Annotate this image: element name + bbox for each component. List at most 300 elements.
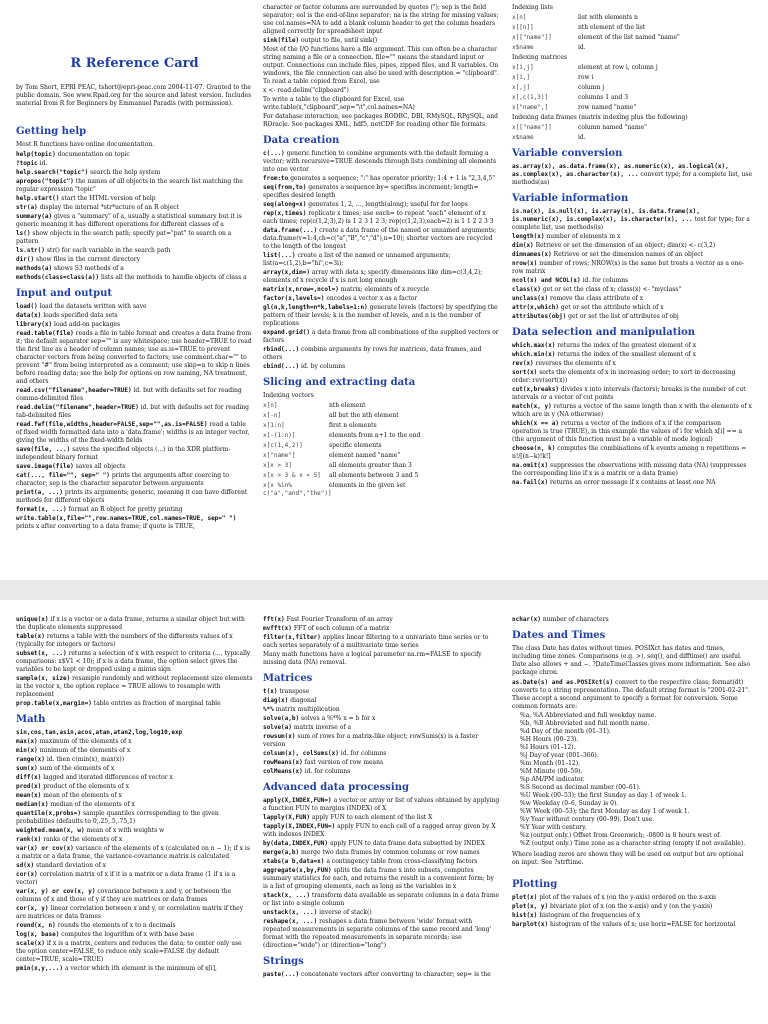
- function-description: generates 1, 2, ..., length(along); useful for for loops: [308, 201, 468, 208]
- function-entry: [512, 260, 752, 276]
- index-row: [512, 84, 752, 92]
- function-entry: [263, 113, 500, 129]
- index-row: [263, 402, 500, 410]
- function-signature: pmin(x,y,...): [16, 965, 63, 972]
- index-row: [263, 482, 500, 498]
- function-signature: which.min(x): [512, 351, 556, 358]
- index-meaning: row named "name": [578, 104, 637, 111]
- indexing-matrices-table: [512, 64, 752, 112]
- function-entry: [263, 363, 500, 371]
- function-signature: list(...): [263, 252, 296, 259]
- function-signature: nchar(x): [512, 616, 541, 623]
- function-entry: [16, 247, 253, 255]
- function-description: get or set the class of x; class(x) <- "myclass": [542, 286, 682, 293]
- function-description: number of characters: [542, 616, 609, 623]
- function-signature: print(a, ...): [16, 489, 63, 496]
- function-signature: cbind(...): [263, 363, 300, 370]
- function-signature: load(): [16, 303, 38, 310]
- function-signature: weighted.mean(x, w): [16, 827, 85, 834]
- function-description: histogram of the frequencies of x: [539, 912, 641, 919]
- function-entry: [16, 160, 253, 168]
- dates-note: Where leading zeros are shown they will be used on output but are optional on input. See ?strftime.: [512, 851, 744, 866]
- function-description: the names of all objects in the search list matching the regular expression "topic": [16, 178, 243, 193]
- index-expression: x[["name"]]: [512, 124, 552, 131]
- function-entry: [16, 862, 253, 870]
- function-signature: attr(x,which): [512, 304, 559, 311]
- indexing-vectors-table: [263, 402, 500, 498]
- index-meaning: first n elements: [329, 422, 377, 429]
- function-entry: [263, 797, 500, 813]
- function-signature: unstack(x, ...): [263, 909, 318, 916]
- function-entry: [512, 921, 752, 929]
- function-description: show objects in the search path; specify pat="pat" to search on a pattern: [16, 230, 232, 245]
- function-signature: barplot(x): [512, 921, 549, 928]
- function-signature: which(x == a): [512, 420, 559, 427]
- function-description: replicate x times; use each= to repeat "each" element of x each times; rep(c(1,2,3),2) is 1 2 3 1 2 3; rep(c(1,2,3),each=2) is 1 1 2 2 3 3: [263, 210, 494, 225]
- index-expression: x[x > 3 & x < 5]: [263, 472, 321, 479]
- function-signature: unique(x): [16, 616, 49, 623]
- page-title: R Reference Card: [70, 56, 199, 71]
- function-signature: attributes(obj): [512, 313, 567, 320]
- function-entry: [512, 286, 752, 294]
- function-entry: [512, 208, 752, 232]
- function-description: lagged and iterated differences of vector x: [43, 774, 173, 781]
- function-entry: [16, 810, 253, 826]
- function-entry: [263, 909, 500, 917]
- function-description: correlation matrix of x if it is a matrix or a data frame (1 if x is a vector): [16, 871, 236, 886]
- function-signature: format(x, ...): [16, 506, 67, 513]
- page1-column-1: [16, 56, 253, 532]
- function-description: To write a table to the clipboard for Excel, use write.table(x,"clipboard",sep="\t",col.names=NA): [263, 96, 415, 111]
- matrices-list: [263, 688, 500, 776]
- function-entry: [16, 446, 253, 462]
- function-entry: [512, 679, 752, 711]
- function-description: linear correlation between x and y, or correlation matrix if they are matrices or data frames: [16, 905, 244, 920]
- function-description: display the internal *str*ucture of an R object: [39, 204, 180, 211]
- strings-list: [263, 971, 500, 979]
- page1-column-2: [263, 4, 500, 500]
- function-signature: var(x, y) or cov(x, y): [16, 888, 96, 895]
- index-row: [263, 472, 500, 480]
- page2-column-2: [263, 616, 500, 980]
- function-entry: [512, 313, 752, 321]
- function-entry: [16, 195, 253, 203]
- indexing-dataframes-table: [512, 124, 752, 142]
- function-entry: [16, 515, 253, 531]
- function-signature: by(data,INDEX,FUN): [263, 840, 329, 847]
- function-signature: ?topic: [16, 160, 38, 167]
- index-meaning: all but the nth element: [329, 412, 399, 419]
- function-signature: rev(x): [512, 360, 534, 367]
- index-expression: x[["name"]]: [512, 34, 552, 41]
- index-meaning: element at row i, column j: [578, 64, 658, 71]
- function-signature: match(x, y): [512, 403, 552, 410]
- index-meaning: list with elements n: [578, 14, 638, 21]
- function-description: solves a %*% x = b for x: [301, 715, 376, 722]
- index-expression: x[-n]: [263, 412, 282, 419]
- function-entry: [512, 304, 752, 312]
- page2-col1-top: [16, 616, 253, 708]
- function-description: documentation on topic: [57, 151, 130, 158]
- function-description: Most of the I/O functions have a file argument. This can often be a character string naming a file or a connection. file="" means the standard input or output. Connections can include files, pipes, zipped files, and R variables. On windows, the file connection can also be used with description = "clipboard". To read a table copied from Excel, use: [263, 46, 499, 85]
- function-description: if x is a vector or a data frame, returns a similar object but with the duplicate elements suppressed: [16, 616, 245, 631]
- function-entry: [16, 774, 253, 782]
- function-description: load add-on packages: [54, 321, 121, 328]
- function-entry: [263, 858, 500, 866]
- index-row: [512, 134, 752, 142]
- function-description: inverse of stack(): [319, 909, 372, 916]
- function-description: returns a table with the numbers of the differents values of x (typically for integers or factors): [16, 633, 233, 648]
- index-row: [512, 94, 752, 102]
- format-code-row: %M Minute (00–59).: [520, 768, 583, 775]
- function-entry: [16, 321, 253, 329]
- function-signature: cut(x,breaks): [512, 386, 559, 393]
- function-description: get or set the list of attributes of obj: [568, 313, 679, 320]
- function-signature: plot(x): [512, 894, 538, 901]
- function-description: reshapes a data frame between 'wide' format with repeated measurements in separate columns of the same record and 'long' format with the repeated measurements in separate records; use (direction="wide") or (direction="long"): [263, 918, 492, 949]
- function-entry: [16, 421, 253, 445]
- function-signature: data(x): [16, 312, 42, 319]
- function-entry: [263, 715, 500, 723]
- section-heading-matrices: Matrices: [263, 673, 313, 684]
- function-description: prints x after converting to a data frame; if quote is TRUE,: [16, 523, 195, 530]
- function-signature: read.csv("filename",header=TRUE): [16, 387, 132, 394]
- index-expression: x[-(1:n)]: [263, 432, 296, 439]
- function-entry: [16, 178, 253, 194]
- function-entry: [263, 286, 500, 294]
- index-row: [512, 34, 752, 42]
- function-entry: [512, 479, 752, 487]
- function-signature: sample(x, size): [16, 675, 71, 682]
- function-entry: [263, 651, 500, 667]
- function-signature: rowMeans(x): [263, 759, 303, 766]
- function-signature: merge(a,b): [263, 849, 300, 856]
- function-entry: [16, 792, 253, 800]
- function-entry: [263, 252, 500, 268]
- index-row: [512, 104, 752, 112]
- index-expression: x[1:n]: [263, 422, 285, 429]
- function-signature: methods(class=class(a)): [16, 274, 100, 281]
- function-description: shows S3 methods of a: [54, 265, 124, 272]
- function-entry: [263, 840, 500, 848]
- function-description: id. for columns: [340, 750, 387, 757]
- function-signature: ls.str(): [16, 247, 45, 254]
- function-entry: [16, 312, 253, 320]
- format-code-row: %j Day of year (001–366).: [520, 752, 599, 759]
- function-signature: na.fail(x): [512, 479, 549, 486]
- function-entry: [263, 201, 500, 209]
- section-heading-plotting: Plotting: [512, 879, 558, 890]
- function-entry: [16, 616, 253, 632]
- function-signature: apply(X,INDEX,FUN=): [263, 797, 332, 804]
- index-expression: x[x > 3]: [263, 462, 292, 469]
- function-entry: [16, 836, 253, 844]
- function-description: gives a "summary" of a, usually a statistical summary but it is generic meaning it has different operations for different classes of a: [16, 213, 242, 228]
- function-entry: [263, 87, 500, 95]
- function-entry: [16, 765, 253, 773]
- function-signature: scale(x): [16, 940, 45, 947]
- function-signature: apropos("topic"): [16, 178, 74, 185]
- function-signature: is.na(x), is.null(x), is.array(x), is.data.frame(x), is.numeric(x), is.complex(x), is.character(x), ...: [512, 208, 700, 223]
- function-description: array with data x; specify dimensions like dim=c(3,4,2); elements of x recycle if x is not long enough: [263, 269, 483, 284]
- page2-col3-top: [512, 616, 752, 624]
- function-entry: [263, 918, 500, 950]
- function-description: id. but with defaults set for reading tab-delimited files: [16, 404, 249, 419]
- section-heading: Data selection and manipulation: [512, 327, 696, 338]
- dates-intro: The class Date has dates without times. POSIXct has dates and times, including time zones. Comparisons (e.g. >), seq(), and difftime() are useful. Date also allows + and −. ?DateTimeClasses gives more information. See also package chron.: [512, 645, 750, 676]
- section-heading: Getting help: [16, 126, 87, 137]
- function-description: id. for columns: [582, 277, 629, 284]
- index-meaning: elements in the given set: [329, 482, 406, 489]
- function-description: returns a vector of the indices of x if the comparison operation is true (TRUE), in this example the values of i for which x[i] == a (the argument of this function must be a variable of mode logical): [512, 420, 743, 443]
- function-signature: as.array(x), as.data.frame(x), as.numeric(x), as.logical(x), as.complex(x), as.character(x), ...: [512, 163, 729, 178]
- function-signature: %*%: [263, 706, 274, 713]
- function-signature: which.max(x): [512, 342, 556, 349]
- section-body: [16, 303, 253, 531]
- page2-column-3: [512, 616, 752, 930]
- page2-column-1: [16, 616, 253, 974]
- function-entry: [16, 729, 253, 737]
- function-entry: [263, 210, 500, 226]
- function-description: create a data frame of the named or unnamed arguments; data.frame(v=1:4,ch=c("a","B","c","d"),n=10); shorter vectors are recycled to the length of the longest: [263, 227, 497, 250]
- function-description: histogram of the values of x; use horiz=FALSE for horizontal: [550, 921, 736, 928]
- function-description: splits the data frame x into subsets, computes summary statistics for each, and returns the result in a convenient form; by is a list of grouping elements, each as long as the variables in x: [263, 867, 494, 890]
- function-entry: [263, 46, 500, 86]
- indexing-matrices-label: Indexing matrices: [512, 54, 567, 61]
- function-description: a data frame from all combinations of the supplied vectors or factors: [263, 329, 499, 344]
- function-description: FFT of each column of a matrix: [293, 625, 390, 632]
- function-signature: max(x): [16, 738, 38, 745]
- function-entry: [263, 150, 500, 174]
- index-meaning: elements from n+1 to the end: [329, 432, 421, 439]
- format-code-row: %a, %A Abbreviated and full weekday name.: [520, 712, 657, 719]
- function-signature: stack(x, ...): [263, 892, 310, 899]
- function-description: combine arguments by rows for matrices, data frames, and others: [263, 346, 482, 361]
- function-signature: colMeans(x): [263, 768, 303, 775]
- function-description: id. for columns: [304, 768, 351, 775]
- function-signature: diff(x): [16, 774, 42, 781]
- function-entry: [16, 965, 253, 973]
- function-entry: [263, 269, 500, 285]
- function-description: id. then c(min(x), max(x)): [46, 756, 125, 763]
- function-description: computes the logarithm of x with base base: [61, 931, 195, 938]
- function-entry: [263, 750, 500, 758]
- index-meaning: columns 1 and 3: [578, 94, 629, 101]
- function-description: fast version of row means: [304, 759, 384, 766]
- plotting-list: [512, 894, 752, 929]
- data-creation-list: [263, 150, 500, 371]
- function-description: reads a file in table format and creates a data frame from it; the default separator sep="" is any whitespace; use header=TRUE to read the first line as a header of column names; use as.is=TRUE to prevent character vectors from being converted to factors; use comment.char="" to prevent "#" from being interpreted as a comment; use skip=n to skip n lines before reading data; see the help for options on row naming, NA treatment, and others: [16, 330, 252, 385]
- function-signature: median(x): [16, 801, 49, 808]
- function-entry: [16, 940, 253, 964]
- function-signature: mvfft(x): [263, 625, 292, 632]
- function-signature: as.Date(s) and as.POSIXct(s): [512, 679, 614, 686]
- function-signature: choose(n, k): [512, 445, 556, 452]
- index-expression: x[c(1,4,2)]: [263, 442, 303, 449]
- function-description: create a list of the named or unnamed arguments; list(a=c(1,2),b="hi",c=3i);: [263, 252, 451, 267]
- function-entry: [512, 403, 752, 419]
- function-entry: [16, 151, 253, 159]
- function-signature: mean(x): [16, 792, 42, 799]
- function-signature: solve(a,b): [263, 715, 300, 722]
- function-signature: sin,cos,tan,asin,acos,atan,atan2,log,log10,exp: [16, 729, 183, 736]
- function-signature: na.omit(x): [512, 462, 549, 469]
- function-signature: length(x): [512, 233, 545, 240]
- function-signature: methods(a): [16, 265, 53, 272]
- format-code-row: %w Weekday (0–6, Sunday is 0).: [520, 800, 619, 807]
- function-signature: sink(file): [263, 37, 300, 44]
- index-meaning: all elements between 3 and 5: [329, 472, 419, 479]
- function-signature: help(topic): [16, 151, 56, 158]
- index-meaning: nth element: [329, 402, 366, 409]
- function-entry: [512, 295, 752, 303]
- function-description: Retrieve or set the dimension of an object; dim(x) <- c(3,2): [535, 242, 716, 249]
- function-entry: [512, 894, 752, 902]
- function-entry: [16, 463, 253, 471]
- function-description: saves all objects: [75, 463, 126, 470]
- function-entry: [512, 163, 752, 187]
- function-description: remove the class attribute of x: [550, 295, 644, 302]
- function-entry: [16, 650, 253, 674]
- index-meaning: column j: [578, 84, 605, 91]
- function-entry: [512, 912, 752, 920]
- function-description: apply FUN to each element of the list X: [311, 814, 433, 821]
- function-signature: paste(...): [263, 971, 300, 978]
- function-entry: [263, 697, 500, 705]
- function-description: returns the index of the greatest element of x: [557, 342, 697, 349]
- function-description: read a table of fixed width formatted data into a 'data.frame'; widths is an integer vector, giving the widths of the fixed-width fields: [16, 421, 250, 444]
- function-entry: [16, 169, 253, 177]
- function-signature: sort(x): [512, 369, 538, 376]
- function-signature: aggregate(x,by,FUN): [263, 867, 332, 874]
- function-signature: lapply(X,FUN): [263, 814, 310, 821]
- function-entry: [263, 304, 500, 328]
- function-description: covariance between x and y, or between the columns of x and those of y if they are matrices or data frames: [16, 888, 232, 903]
- function-description: minimum of the elements of x: [39, 747, 131, 754]
- function-entry: [512, 251, 752, 259]
- index-row: [263, 422, 500, 430]
- format-code-row: %y Year without century (00–99). Don't use.: [520, 816, 655, 823]
- function-signature: reshape(x, ...): [263, 918, 318, 925]
- function-description: generates a sequence; ":" has operator priority; 1:4 + 1 is "2,3,4,5": [290, 175, 496, 182]
- function-description: matrix multiplication: [275, 706, 340, 713]
- function-entry: [263, 634, 500, 650]
- function-description: saves the specified objects (...) in the XDR platform-independent binary format: [16, 446, 231, 461]
- function-signature: cat(..., file="", sep=" "): [16, 472, 110, 479]
- index-expression: x[,j]: [512, 84, 531, 91]
- function-description: convert to the respective class; format(dt) converts to a string representation. The default string format is "2001-02-21". These accept a second argument to specify a format for conversion. Some common formats are:: [512, 679, 750, 710]
- function-description: generates a sequence by= specifies increment; length= specifies desired length: [263, 184, 479, 199]
- index-expression: x[i,]: [512, 74, 531, 81]
- function-signature: unclass(x): [512, 295, 549, 302]
- page-separator: [0, 580, 768, 600]
- function-entry: [16, 827, 253, 835]
- function-description: median of the elements of x: [50, 801, 135, 808]
- function-description: plot of the values of x (on the y-axis) ordered on the x-axis: [539, 894, 717, 901]
- function-description: matrix; elements of x recycle: [340, 286, 430, 293]
- function-description: ranks of the elements of x: [43, 836, 123, 843]
- function-description: Retrieve or set the dimension names of an object: [553, 251, 704, 258]
- function-entry: [16, 871, 253, 887]
- index-expression: x[,c(1,3)]: [512, 94, 549, 101]
- page1-col3-sections: [512, 148, 752, 487]
- function-entry: [263, 867, 500, 891]
- function-description: a vector which ith element is the minimum of x[i],: [64, 965, 217, 972]
- page1-col2-top: [263, 4, 500, 129]
- function-entry: [512, 445, 752, 461]
- section-heading-strings: Strings: [263, 956, 304, 967]
- function-description: apply FUN to each cell of a ragged array given by X with indexes INDEX: [263, 823, 496, 838]
- function-signature: c(...): [263, 150, 285, 157]
- function-description: merge two data frames by common columns or row names: [301, 849, 480, 856]
- function-entry: [263, 227, 500, 251]
- function-description: lists all the methods to handle objects of class a: [101, 274, 247, 281]
- function-description: apply FUN to data frame data subsetted by INDEX: [329, 840, 485, 847]
- function-signature: library(x): [16, 321, 53, 328]
- function-entry: [16, 303, 253, 311]
- function-entry: [263, 971, 500, 979]
- format-code-row: %U Week (00–53); the first Sunday as day 1 of week 1.: [520, 792, 687, 799]
- index-expression: x[n]: [263, 402, 278, 409]
- function-signature: subset(x, ...): [16, 650, 67, 657]
- function-signature: rbind(...): [263, 346, 300, 353]
- function-description: maximum of the elements of x: [39, 738, 132, 745]
- function-signature: seq(from,to): [263, 184, 307, 191]
- function-entry: [263, 823, 500, 839]
- function-description: generic function to combine arguments with the default forming a vector; with recursive=TRUE descends through lists combining all elements into one vector: [263, 150, 497, 173]
- function-description: sum of the elements of x: [39, 765, 115, 772]
- function-entry: [16, 747, 253, 755]
- function-signature: prod(x): [16, 783, 42, 790]
- function-description: matrix inverse of a: [293, 724, 352, 731]
- function-signature: data.frame(...): [263, 227, 318, 234]
- format-code-row: %I Hours (01–12).: [520, 744, 576, 751]
- function-entry: [263, 849, 500, 857]
- advanced-list: [263, 797, 500, 950]
- function-entry: [263, 346, 500, 362]
- index-row: [512, 24, 752, 32]
- function-signature: from:to: [263, 175, 289, 182]
- function-description: Fast Fourier Transform of an array: [286, 616, 393, 623]
- function-description: load the datasets written with save: [39, 303, 147, 310]
- page2-col2-top: [263, 616, 500, 667]
- function-description: applies linear filtering to a univariate time series or to each series separately of a multivariate time series: [263, 634, 489, 649]
- function-signature: diag(x): [263, 697, 289, 704]
- function-description: a vector or array or list of values obtained by applying a function FUN to margins (INDEX) of X: [263, 797, 500, 812]
- function-description: suppresses the observations with missing data (NA) (suppresses the corresponding line if x is a matrix or a data frame): [512, 462, 747, 477]
- function-description: Many math functions have a logical parameter na.rm=FALSE to specify missing data (NA) removal.: [263, 651, 482, 666]
- function-signature: factor(x,levels=): [263, 295, 325, 302]
- index-meaning: row i: [578, 74, 594, 81]
- function-description: encodes a vector x as a factor: [326, 295, 418, 302]
- index-row: [263, 452, 500, 460]
- index-meaning: element of the list named "name": [578, 34, 680, 41]
- function-signature: write.table(x,file="",row.names=TRUE,col.names=TRUE, sep=" "): [16, 515, 237, 522]
- function-description: show files in the current directory: [35, 256, 140, 263]
- index-expression: x[n]: [512, 14, 527, 21]
- date-formats-list: [512, 712, 752, 848]
- function-description: if x is a matrix, centers and reduces the data; to center only use the option center=FALSE, to reduce only scale=FALSE (by default center=TRUE, scale=TRUE): [16, 940, 242, 963]
- function-entry: [512, 420, 752, 444]
- format-code-row: %z (output only.) Offset from Greenwich; -0800 is 8 hours west of.: [520, 832, 722, 839]
- function-description: convert type; for a complete list, use methods(as): [512, 171, 753, 186]
- section-body: [512, 208, 752, 321]
- indexing-lists-table: [512, 14, 752, 52]
- function-entry: [263, 759, 500, 767]
- function-description: generate levels (factors) by specifying the pattern of their levels; k is the number of levels, and n is the number of replications: [263, 304, 498, 327]
- function-signature: help.start(): [16, 195, 60, 202]
- format-code-row: %p AM/PM indicator.: [520, 776, 585, 783]
